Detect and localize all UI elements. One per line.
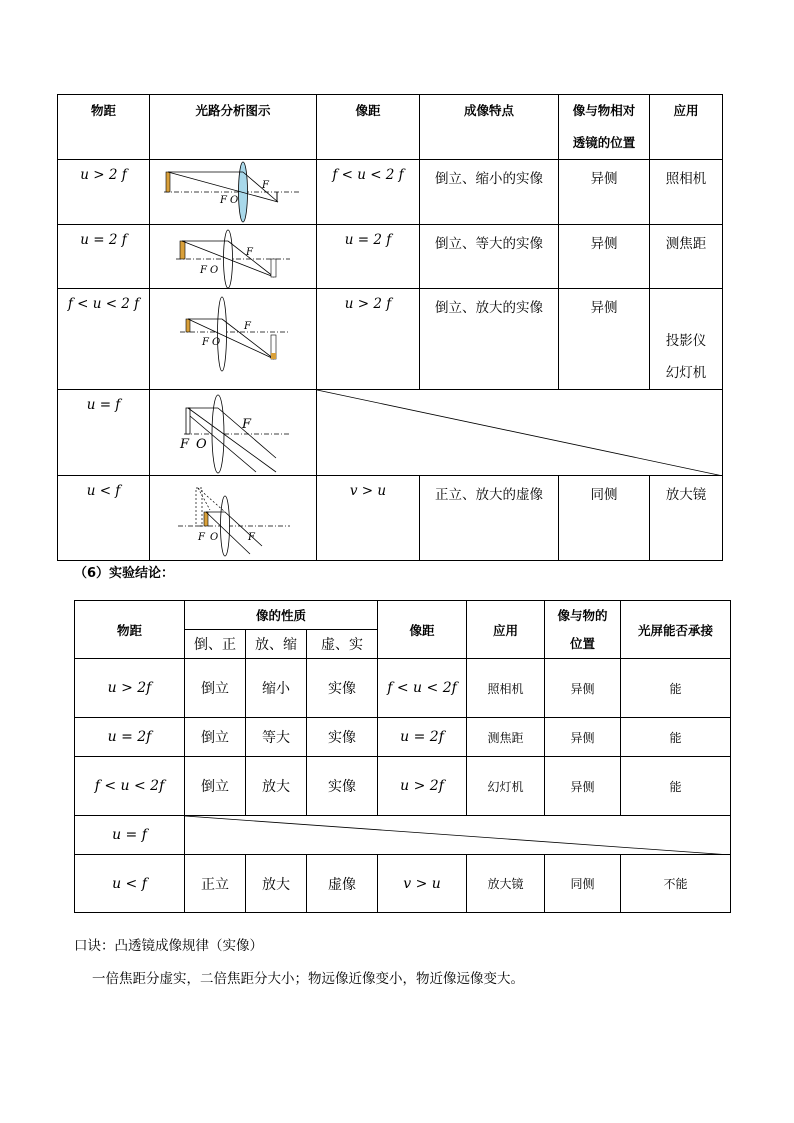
t2-row2-kind: 实像: [307, 718, 378, 757]
t2-row5-screen: 不能: [621, 855, 731, 913]
ray-diagram-u-gt-2f: [150, 160, 317, 225]
svg-text:F: F: [262, 180, 269, 191]
row5-diagram: [150, 476, 317, 561]
svg-text:O: O: [230, 195, 239, 206]
row2-object-distance: u = 2 f: [58, 225, 150, 289]
row5-features: 正立、放大的虚像: [420, 476, 559, 561]
t2-row3-screen: 能: [621, 757, 731, 816]
row2-application: 测焦距: [650, 225, 723, 289]
t2-header-image-distance: 像距: [378, 601, 467, 659]
row2-image-distance: u = 2 f: [317, 225, 420, 289]
t2-row1-position: 异侧: [545, 659, 621, 718]
svg-text:F: F: [198, 532, 205, 543]
header-image-distance: 像距: [317, 95, 420, 160]
row3-diagram: [150, 289, 317, 390]
header-application: 应用: [650, 95, 723, 160]
t2-row2-distance: u = 2f: [75, 718, 185, 757]
ray-diagram-u-eq-2f: [150, 225, 317, 289]
header-light-path: 光路分析图示: [150, 95, 317, 160]
t2-header-distance: 物距: [75, 601, 185, 659]
svg-text:F: F: [220, 195, 227, 206]
t2-row1-screen: 能: [621, 659, 731, 718]
t2-row5-size: 放大: [246, 855, 307, 913]
t2-row3-distance: f < u < 2f: [75, 757, 185, 816]
row5-object-distance: u < f: [58, 476, 150, 561]
t2-row3-size: 放大: [246, 757, 307, 816]
t2-row1-image-distance: f < u < 2f: [378, 659, 467, 718]
conclusion-table: [74, 600, 731, 913]
svg-text:O: O: [212, 337, 221, 348]
t2-row5-image-distance: v > u: [378, 855, 467, 913]
t2-row3-kind: 实像: [307, 757, 378, 816]
t2-row3-application: 幻灯机: [467, 757, 545, 816]
row2-diagram: [150, 225, 317, 289]
diagonal-strike-line: [185, 816, 731, 855]
row2-features: 倒立、等大的实像: [420, 225, 559, 289]
row1-object-distance: u > 2 f: [58, 160, 150, 225]
svg-text:F: F: [202, 337, 209, 348]
t2-row2-orient: 倒立: [185, 718, 246, 757]
t2-row5-position: 同侧: [545, 855, 621, 913]
t2-row5-orient: 正立: [185, 855, 246, 913]
row3-position: 异侧: [559, 289, 650, 390]
svg-text:F: F: [180, 437, 190, 452]
t2-sub-size: 放、缩: [246, 630, 307, 659]
row3-features: 倒立、放大的实像: [420, 289, 559, 390]
t2-row3-orient: 倒立: [185, 757, 246, 816]
row3-object-distance: f < u < 2 f: [58, 289, 150, 390]
t2-row2-image-distance: u = 2f: [378, 718, 467, 757]
svg-text:F: F: [200, 265, 207, 276]
row5-application: 放大镜: [650, 476, 723, 561]
t2-row2-application: 测焦距: [467, 718, 545, 757]
t2-row2-position: 异侧: [545, 718, 621, 757]
ray-diagram-f-lt-u-lt-2f: [150, 289, 317, 384]
svg-text:F: F: [242, 417, 252, 432]
imaging-rules-table: [57, 94, 723, 561]
t2-row1-kind: 实像: [307, 659, 378, 718]
t2-row1-distance: u > 2f: [75, 659, 185, 718]
t2-row3-image-distance: u > 2f: [378, 757, 467, 816]
t2-row4-empty-merged: [185, 816, 731, 855]
t2-row1-application: 照相机: [467, 659, 545, 718]
row1-diagram: [150, 160, 317, 225]
svg-text:O: O: [210, 265, 219, 276]
row1-application: 照相机: [650, 160, 723, 225]
t2-sub-kind: 虚、实: [307, 630, 378, 659]
svg-text:O: O: [196, 437, 207, 452]
ray-diagram-u-lt-f: [150, 476, 317, 561]
t2-row1-orient: 倒立: [185, 659, 246, 718]
mnemonic-text: 一倍焦距分虚实，二倍焦距分大小；物远像近像变小，物近像远像变大。: [92, 971, 524, 987]
row4-empty-merged: [317, 390, 723, 476]
row1-position: 异侧: [559, 160, 650, 225]
row3-image-distance: u > 2 f: [317, 289, 420, 390]
row2-position: 异侧: [559, 225, 650, 289]
section-heading: （6）实验结论：: [74, 566, 175, 581]
row1-features: 倒立、缩小的实像: [420, 160, 559, 225]
t2-sub-orient: 倒、正: [185, 630, 246, 659]
t2-row2-size: 等大: [246, 718, 307, 757]
t2-header-nature: 像的性质: [185, 601, 378, 630]
row3-application: 投影仪 幻灯机: [650, 289, 723, 390]
t2-row5-application: 放大镜: [467, 855, 545, 913]
svg-text:F: F: [248, 532, 255, 543]
t2-row5-distance: u < f: [75, 855, 185, 913]
diagonal-strike-line: [317, 390, 723, 476]
row5-image-distance: v > u: [317, 476, 420, 561]
t2-row1-size: 缩小: [246, 659, 307, 718]
row4-diagram: [150, 390, 317, 476]
header-features: 成像特点: [420, 95, 559, 160]
t2-row4-distance: u = f: [75, 816, 185, 855]
t2-row5-kind: 虚像: [307, 855, 378, 913]
t2-header-application: 应用: [467, 601, 545, 659]
row5-position: 同侧: [559, 476, 650, 561]
row1-image-distance: f < u < 2 f: [317, 160, 420, 225]
t2-header-position: 像与物的 位置: [545, 601, 621, 659]
header-object-distance: 物距: [58, 95, 150, 160]
ray-diagram-u-eq-f: [150, 390, 317, 476]
svg-text:O: O: [210, 532, 219, 543]
t2-row3-position: 异侧: [545, 757, 621, 816]
t2-row2-screen: 能: [621, 718, 731, 757]
t2-header-screen: 光屏能否承接: [621, 601, 731, 659]
svg-text:F: F: [246, 247, 253, 258]
svg-text:F: F: [244, 321, 251, 332]
row4-object-distance: u = f: [58, 390, 150, 476]
mnemonic-title: 口诀：凸透镜成像规律（实像）: [74, 938, 263, 954]
header-relative-position: 像与物相对 透镜的位置: [559, 95, 650, 160]
